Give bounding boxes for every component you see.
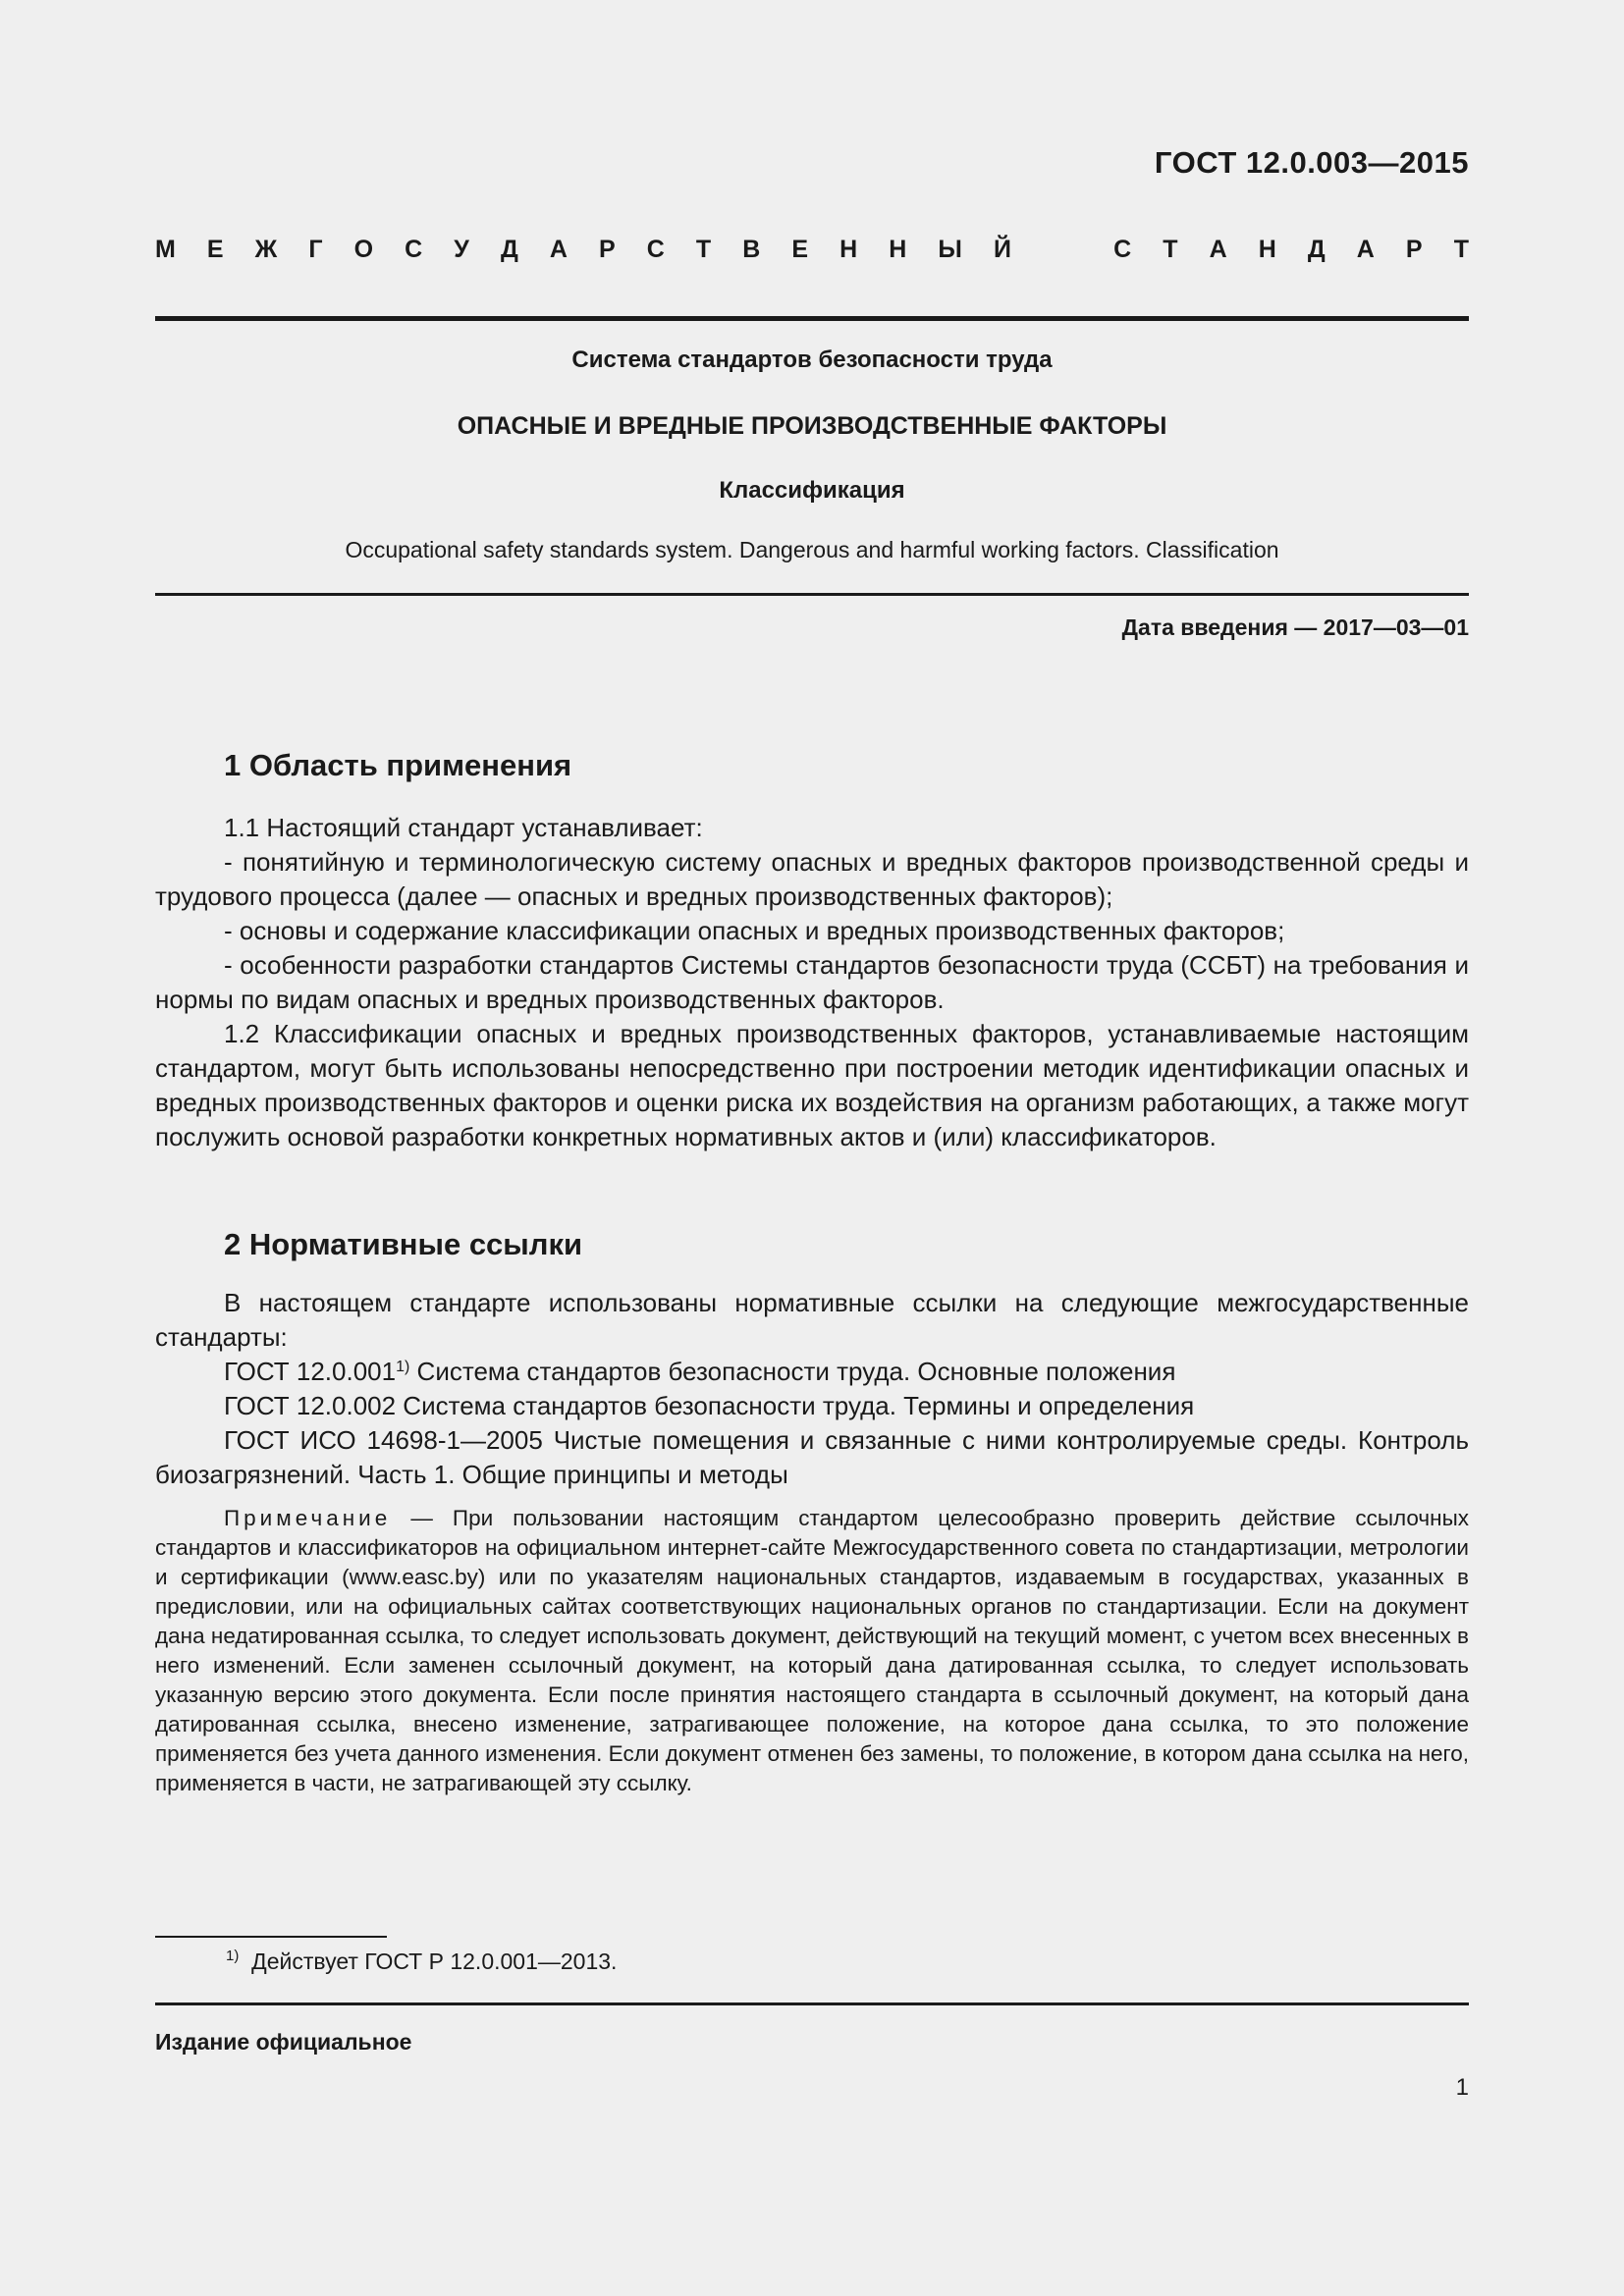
heading-letter: Н	[1258, 236, 1276, 263]
heading-letter: Р	[1405, 236, 1423, 263]
paragraph: 1.2 Классификации опасных и вредных производственных факторов, устанавливаемые настоящим стандартом, могут быть использованы непосредственно при построении методик идентификации опасных и вредных производственных факторов и оценки риска их воздействия на организм работающих, а также могут послужить основой разработки конкретных нормативных актов и (или) классификаторов.	[155, 1019, 1469, 1151]
heading-letter: Т	[695, 236, 712, 263]
heading-letter: Е	[791, 236, 809, 263]
introduction-date: Дата введения — 2017—03—01	[1121, 614, 1469, 640]
section-1-heading: 1 Область применения	[224, 748, 572, 782]
note	[155, 1504, 1469, 1798]
footnote-rule	[155, 1936, 387, 1938]
subtitle: Классификация	[719, 477, 905, 504]
page-number: 1	[1455, 2074, 1469, 2101]
heading-letter: Т	[1453, 236, 1469, 263]
heading-letter: Ы	[938, 236, 962, 263]
reference-title: Система стандартов безопасности труда. Основные положения	[409, 1357, 1176, 1386]
heading-letter: Е	[206, 236, 224, 263]
section-2-heading: 2 Нормативные ссылки	[224, 1227, 583, 1261]
paragraph: - понятийную и терминологическую систему опасных и вредных факторов производственной среды и трудового процесса (далее — опасных и вредных производственных факторов);	[155, 847, 1469, 911]
heading-letter: С	[646, 236, 665, 263]
paragraph: - особенности разработки стандартов Системы стандартов безопасности труда (ССБТ) на требования и нормы по видам опасных и вредных производственных факторов.	[155, 950, 1469, 1014]
heading-letter: Г	[308, 236, 323, 263]
heading-letter: Р	[598, 236, 616, 263]
heading-letter: С	[405, 236, 423, 263]
edition-label: Издание официальное	[155, 2029, 412, 2055]
heading-letter: Т	[1163, 236, 1178, 263]
header-rule	[155, 316, 1469, 321]
heading-letter: А	[1209, 236, 1227, 263]
note-text: — При пользовании настоящим стандартом целесообразно проверить действие ссылочных стандартов и классификаторов на официальном интернет-сайте Межгосударственного совета по стандартизации, метрологии и сертификации (www.easc.by) или по указателям национальных стандартов, издаваемым в государствах, указанных в предисловии, или на официальных сайтах соответствующих национальных органов по стандартизации. Если на документ дана недатированная ссылка, то следует использовать документ, действующий на текущий момент, с учетом всех внесенных в него изменений. Если заменен ссылочный документ, на который дана датированная ссылка, то следует использовать указанную версию этого документа. Если после принятия настоящего стандарта в ссылочный документ, на который дана датированная ссылка, внесено изменение, затрагивающее положение, на которое дана ссылка, то это положение применяется без учета данного изменения. Если документ отменен без замены, то положение, в котором дана ссылка на него, применяется в части, не затрагивающей эту ссылку.	[155, 1506, 1469, 1795]
title-rule	[155, 593, 1469, 596]
heading-letter: У	[454, 236, 469, 263]
system-title: Система стандартов безопасности труда	[571, 347, 1053, 373]
footnote-mark: 1)	[396, 1359, 410, 1375]
reference-item: ГОСТ 12.0.002 Система стандартов безопасности труда. Термины и определения	[224, 1391, 1195, 1420]
paragraph: 1.1 Настоящий стандарт устанавливает:	[224, 813, 703, 842]
heading-letter: А	[1356, 236, 1375, 263]
footnote-text: Действует ГОСТ Р 12.0.001—2013.	[251, 1949, 618, 1974]
heading-letter: Н	[839, 236, 858, 263]
footer-rule	[155, 2002, 1469, 2005]
heading-letter: М	[155, 236, 176, 263]
note-label: Примечание	[224, 1506, 392, 1530]
heading-letter: Д	[500, 236, 518, 263]
document-page	[155, 0, 1469, 2296]
word-gap	[1043, 236, 1082, 264]
heading-letter: Д	[1307, 236, 1326, 263]
reference-code: ГОСТ 12.0.001	[224, 1357, 397, 1386]
heading-letter: О	[353, 236, 374, 263]
footnote-mark: 1)	[226, 1948, 240, 1964]
heading-letter: Н	[889, 236, 907, 263]
reference-item	[155, 1355, 1469, 1389]
section-1-body	[155, 811, 1469, 1154]
heading-letter: Ж	[254, 236, 278, 263]
heading-letter: А	[549, 236, 568, 263]
interstate-standard-heading	[155, 236, 1469, 264]
english-title: Occupational safety standards system. Dangerous and harmful working factors. Classification	[345, 537, 1279, 562]
paragraph: В настоящем стандарте использованы нормативные ссылки на следующие межгосударственные стандарты:	[155, 1288, 1469, 1352]
paragraph: - основы и содержание классификации опасных и вредных производственных факторов;	[224, 916, 1285, 945]
section-2-body	[155, 1286, 1469, 1492]
footnote	[226, 1949, 617, 1975]
gost-number: ГОСТ 12.0.003—2015	[1154, 145, 1469, 180]
heading-letter: В	[742, 236, 761, 263]
reference-item: ГОСТ ИСО 14698-1—2005 Чистые помещения и связанные с ними контролируемые среды. Контроль биозагрязнений. Часть 1. Общие принципы и методы	[155, 1425, 1469, 1489]
main-title: ОПАСНЫЕ И ВРЕДНЫЕ ПРОИЗВОДСТВЕННЫЕ ФАКТОРЫ	[457, 412, 1167, 440]
heading-letter: Й	[993, 236, 1011, 263]
heading-letter: С	[1113, 236, 1132, 263]
